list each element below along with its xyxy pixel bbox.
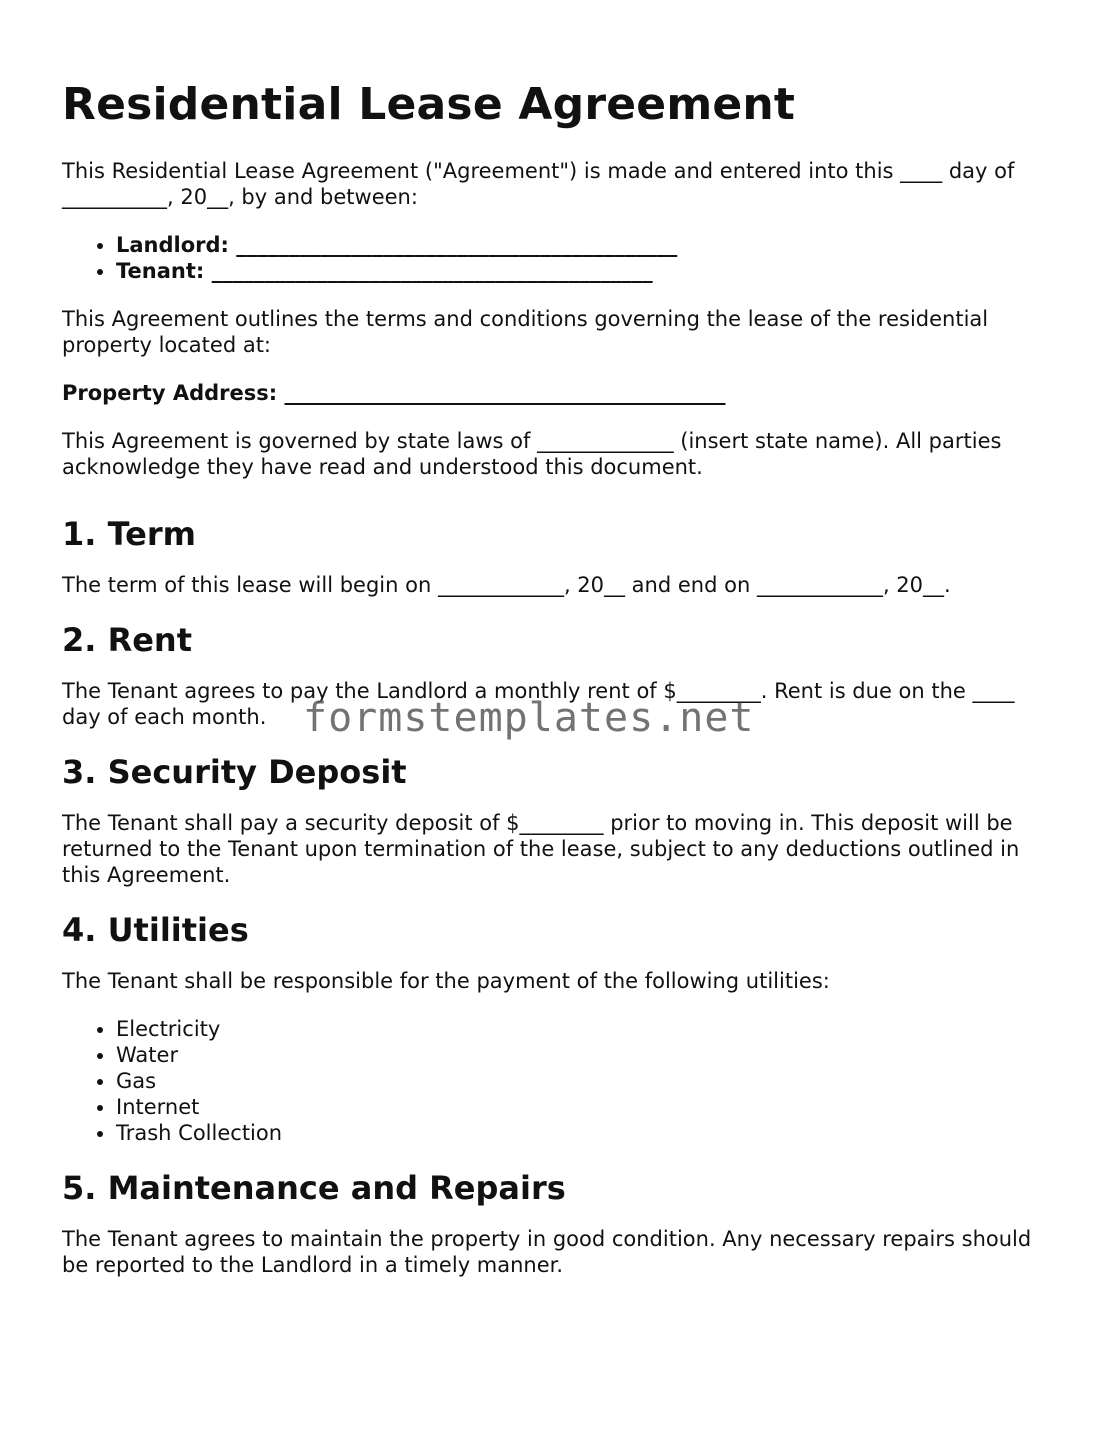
property-address-label: Property Address: [62,381,278,405]
lease-document [62,78,1057,1300]
party-landlord [116,232,1057,258]
section-term [62,514,1057,598]
section-rent [62,620,1057,730]
document-title: Residential Lease Agreement [62,79,796,130]
party-tenant-value: __________________________________________ [204,259,653,283]
section-text: The Tenant shall pay a security deposit of $________ prior to moving in. This deposit will be returned to the Tenant upon termination of the lease, subject to any deductions outlined in this Agreement. [62,811,1020,887]
list-item: • Trash Collection [116,1120,1057,1146]
property-address-value: __________________________________________ [277,381,726,405]
section-text: The Tenant agrees to maintain the property in good condition. Any necessary repairs should be reported to the Landlord in a timely manner. [62,1227,1032,1277]
section-heading: 1. Term [62,515,196,553]
section-heading: 5. Maintenance and Repairs [62,1169,566,1207]
section-text: The Tenant shall be responsible for the payment of the following utilities: [62,969,830,993]
utilities-list [62,1016,1057,1146]
section-security-deposit [62,752,1057,888]
section-maintenance [62,1168,1057,1278]
property-address-line [62,380,1057,406]
list-item: • Internet [116,1094,1057,1120]
section-heading: 3. Security Deposit [62,753,407,791]
outline-paragraph: This Agreement outlines the terms and conditions governing the lease of the residential property located at: [62,307,989,357]
governing-law-paragraph: This Agreement is governed by state laws of _____________ (insert state name). All parties acknowledge they have read and understood this document. [62,429,1002,479]
watermark-text: formstemplates.net [303,695,755,741]
list-item: • Water [116,1042,1057,1068]
party-tenant-label: Tenant: [116,259,205,283]
intro-paragraph: This Residential Lease Agreement ("Agreement") is made and entered into this ____ day of __________, 20__, by and between: [62,159,1015,209]
parties-list [62,232,1057,284]
party-landlord-value: __________________________________________ [228,233,678,257]
list-item: • Gas [116,1068,1057,1094]
section-heading: 4. Utilities [62,911,249,949]
party-tenant [116,258,1057,284]
section-text: The Tenant agrees to pay the Landlord a monthly rent of $________. Rent is due on the ____ day of each month. [62,679,1015,729]
section-utilities [62,910,1057,1146]
list-item: • Electricity [116,1016,1057,1042]
section-text: The term of this lease will begin on ____________, 20__ and end on ____________, 20__. [62,573,951,597]
party-landlord-label: Landlord: [116,233,229,257]
section-heading: 2. Rent [62,621,192,659]
